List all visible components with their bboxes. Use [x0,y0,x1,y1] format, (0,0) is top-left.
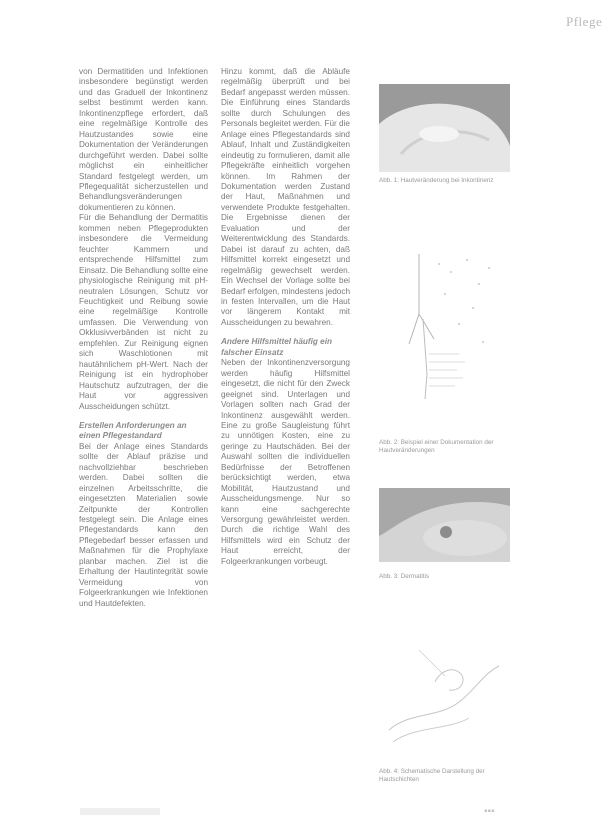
figure-3-photo [379,488,510,562]
figure-2-sketch [379,224,510,420]
figure-4-drawing [379,630,510,754]
figure-1-caption: Abb. 1: Hautveränderung bei Inkontinenz [379,177,494,184]
body-paragraph: von Dermatitiden und Infektionen insbesondere begünstigt werden und das Graduell der Inkontinenz selbst bestimmt werden kann. Inkontinenzpflege erfordert, daß eine regelmäßige Kontrolle des Hautzustandes sowie eine Dokumentation der Veränderungen durchgeführt werden. Dabei sollte möglichst ein einheitlicher Standard festgelegt werden, um Pflegequalität sicherzustellen und Behandlungsveränderungen dokumentieren zu können. [79,67,208,212]
text-column-2 [221,67,350,567]
running-title: Pflege [566,14,603,29]
section-heading: Andere Hilfsmittel häufig ein falscher Einsatz [221,337,332,357]
section-heading: Erstellen Anforderungen an einen Pflegestandard [79,420,187,441]
footer-rule [80,808,160,815]
page-number: ▪▪▪ [484,806,495,817]
figure-1-photo [379,84,510,172]
text-column-1 [79,67,208,609]
body-paragraph: Bei der Anlage eines Standards sollte der Ablauf präzise und nachvollziehbar beschrieben werden. Dabei sollten die einzelnen Arbeitsschritte, die eingesetzten Materialien sowie Zeitpunkte der Kontrollen festgelegt sein. Die Anlage eines Pflegestandards kann den Pflegebedarf besser erfassen und Maßnahmen für die Prophylaxe planbar machen. Ziel ist die Erhaltung der Hautintegrität sowie Vermeidung von Folgeerkrankungen wie Infektionen und Hautdefekten. [79,441,208,608]
body-paragraph: Hinzu kommt, daß die Abläufe regelmäßig überprüft und bei Bedarf angepasst werden müssen. Die Einführung eines Standards sollte durch Schulungen des Personals begleitet werden. Für die Anlage eines Pflegestandards sind Ablauf, Inhalt und Zuständigkeiten eindeutig zu formulieren, damit alle Pflegekräfte einheitlich vorgehen können. Im Rahmen der Dokumentation werden Zustand der Haut, Maßnahmen und verwendete Produkte festgehalten. Die Ergebnisse dienen der Evaluation und der Weiterentwicklung des Standards. Dabei ist darauf zu achten, daß Hilfsmittel korrekt eingesetzt und regelmäßig gewechselt werden. Ein Wechsel der Vorlage sollte bei Bedarf erfolgen, mindestens jedoch in festen Intervallen, um die Haut vor längerem Kontakt mit Ausscheidungen zu bewahren. [221,67,350,327]
figure-4-caption: Abb. 4: Schematische Darstellung der Hautschichten [379,768,485,783]
figure-3-caption: Abb. 3: Dermatitis [379,573,430,580]
body-paragraph: Neben der Inkontinenzversorgung werden häufig Hilfsmittel eingesetzt, die nicht für den Zweck geeignet sind. Unterlagen und Vorlagen sollten nach Grad der Inkontinenz ausgewählt werden. Eine zu große Saugleistung führt zu unnötigen Kosten, eine zu geringe zu Hautschäden. Bei der Auswahl sollten die individuellen Bedürfnisse der Betroffenen berücksichtigt werden, etwa Mobilität, Hautzustand und Ausscheidungsmenge. Nur so kann eine sachgerechte Versorgung gewährleistet werden. Durch die richtige Wahl des Hilfsmittels wird ein Schutz der Haut erreicht, der Folgeerkrankungen vorbeugt. [221,358,350,566]
body-paragraph: Für die Behandlung der Dermatitis kommen neben Pflegeprodukten insbesondere die Vermeidung feuchter Kammern und entsprechende Hilfsmittel zum Einsatz. Die Behandlung sollte eine physiologische Reinigung mit pH-neutralen Lösungen, Schutz vor Feuchtigkeit und Reibung sowie eine regelmäßige Kontrolle umfassen. Die Verwendung von Okklusivverbänden ist nicht zu empfehlen. Zur Reinigung eignen sich Waschlotionen mit hautähnlichem pH-Wert. Nach der Reinigung ist ein hydrophober Hautschutz aufzutragen, der die Haut vor aggressiven Ausscheidungen schützt. [79,213,208,411]
figure-2-caption: Abb. 2: Beispiel einer Dokumentation der Hautveränderungen [379,439,494,454]
